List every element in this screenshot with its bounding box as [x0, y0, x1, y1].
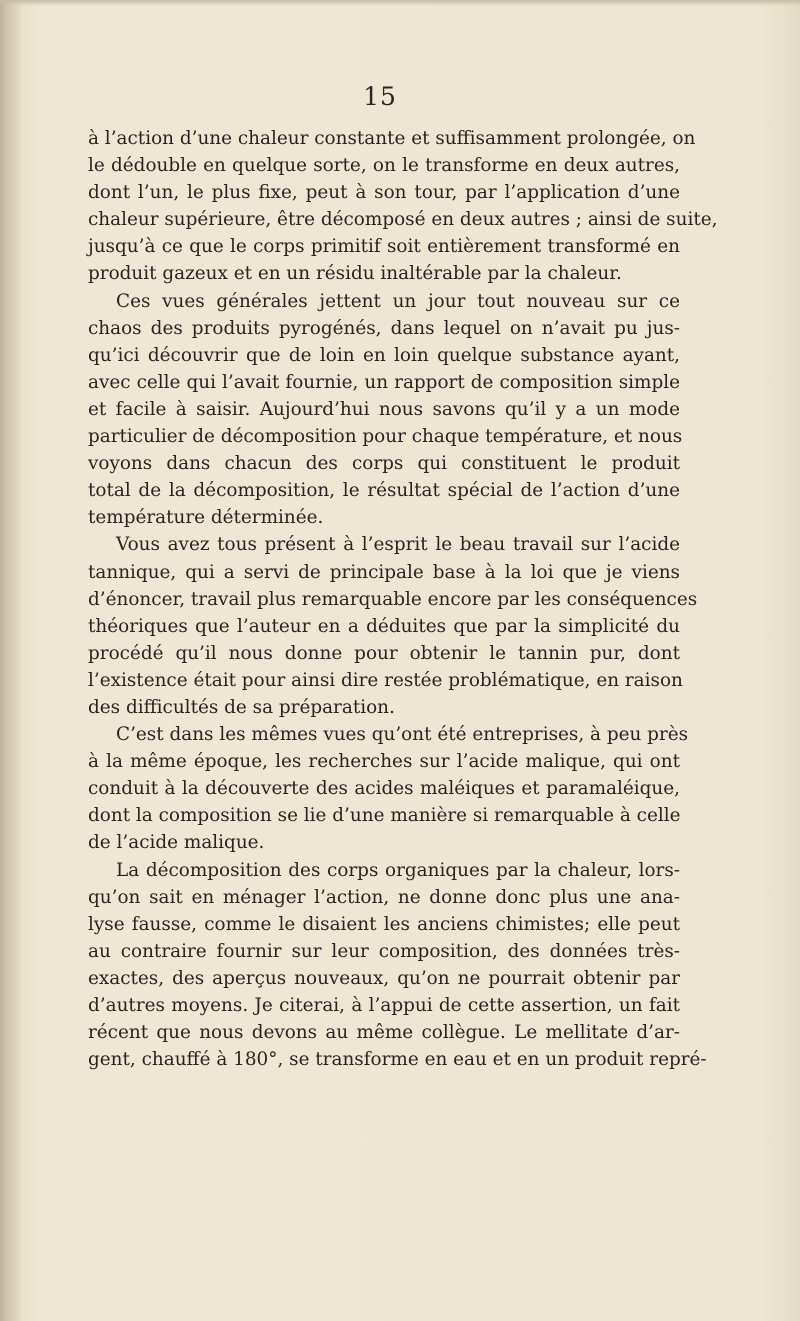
text-line: exactes, des aperçus nouveaux, qu’on ne pourrait obtenir par — [88, 967, 680, 989]
text-line: tannique, qui a servi de principale base à la loi que je viens — [88, 561, 680, 583]
text-line: chaos des produits pyrogénés, dans lequel on n’avait pu jus- — [88, 317, 680, 339]
text-line: produit gazeux et en un résidu inaltérable par la chaleur. — [88, 263, 622, 285]
text-line: qu’on sait en ménager l’action, ne donne donc plus une ana- — [88, 886, 680, 908]
text-line: procédé qu’il nous donne pour obtenir le tannin pur, dont — [88, 642, 680, 664]
text-line: jusqu’à ce que le corps primitif soit entièrement transformé en — [88, 236, 680, 258]
text-line: d’autres moyens. Je citerai, à l’appui de cette assertion, un fait — [88, 995, 680, 1016]
page-binding-edge — [0, 0, 22, 1321]
text-line: qu’ici découvrir que de loin en loin quelque substance ayant, — [88, 344, 680, 366]
text-line: de l’acide malique. — [88, 832, 265, 854]
text-line: La décomposition des corps organiques par la chaleur, lors- — [116, 859, 680, 881]
text-line: l’existence était pour ainsi dire restée problématique, en raison — [88, 669, 683, 691]
page-top-edge — [0, 0, 800, 6]
text-line: dont l’un, le plus fixe, peut à son tour, par l’application d’une — [88, 182, 680, 204]
body-text — [88, 125, 718, 1073]
page-number: 15 — [363, 82, 397, 111]
text-line: voyons dans chacun des corps qui constituent le produit — [88, 453, 680, 475]
text-line: chaleur supérieure, être décomposé en deux autres ; ainsi de suite, — [88, 209, 718, 231]
text-line: lyse fausse, comme le disaient les anciens chimistes; elle peut — [88, 913, 680, 935]
text-line: gent, chauffé à 180°, se transforme en eau et en un produit repré- — [88, 1049, 707, 1071]
text-line: Vous avez tous présent à l’esprit le beau travail sur l’acide — [116, 534, 680, 556]
text-line: C’est dans les mêmes vues qu’ont été entreprises, à peu près — [116, 724, 689, 746]
text-line: au contraire fournir sur leur composition, des données très- — [88, 940, 680, 962]
text-line: dont la composition se lie d’une manière si remarquable à celle — [88, 805, 681, 827]
text-line: le dédouble en quelque sorte, on le transforme en deux autres, — [88, 155, 680, 177]
text-line: théoriques que l’auteur en a déduites que par la simplicité du — [88, 615, 680, 637]
text-line: Ces vues générales jettent un jour tout nouveau sur ce — [116, 290, 680, 312]
text-line: total de la décomposition, le résultat spécial de l’action d’une — [88, 480, 680, 502]
text-line: et facile à saisir. Aujourd’hui nous savons qu’il y a un mode — [88, 398, 680, 420]
text-line: à la même époque, les recherches sur l’acide malique, qui ont — [88, 751, 680, 773]
text-line: à l’action d’une chaleur constante et suffisamment prolongée, on — [88, 128, 696, 149]
text-line: d’énoncer, travail plus remarquable encore par les conséquences — [88, 588, 698, 610]
text-line: des difficultés de sa préparation. — [88, 696, 395, 718]
text-line: avec celle qui l’avait fournie, un rapport de composition simple — [88, 371, 680, 393]
text-line: particulier de décomposition pour chaque température, et nous — [88, 426, 683, 448]
text-line: conduit à la découverte des acides maléiques et paramaléique, — [88, 778, 680, 800]
text-line: température déterminée. — [88, 507, 324, 529]
text-line: récent que nous devons au même collègue. Le mellitate d’ar- — [88, 1022, 680, 1044]
